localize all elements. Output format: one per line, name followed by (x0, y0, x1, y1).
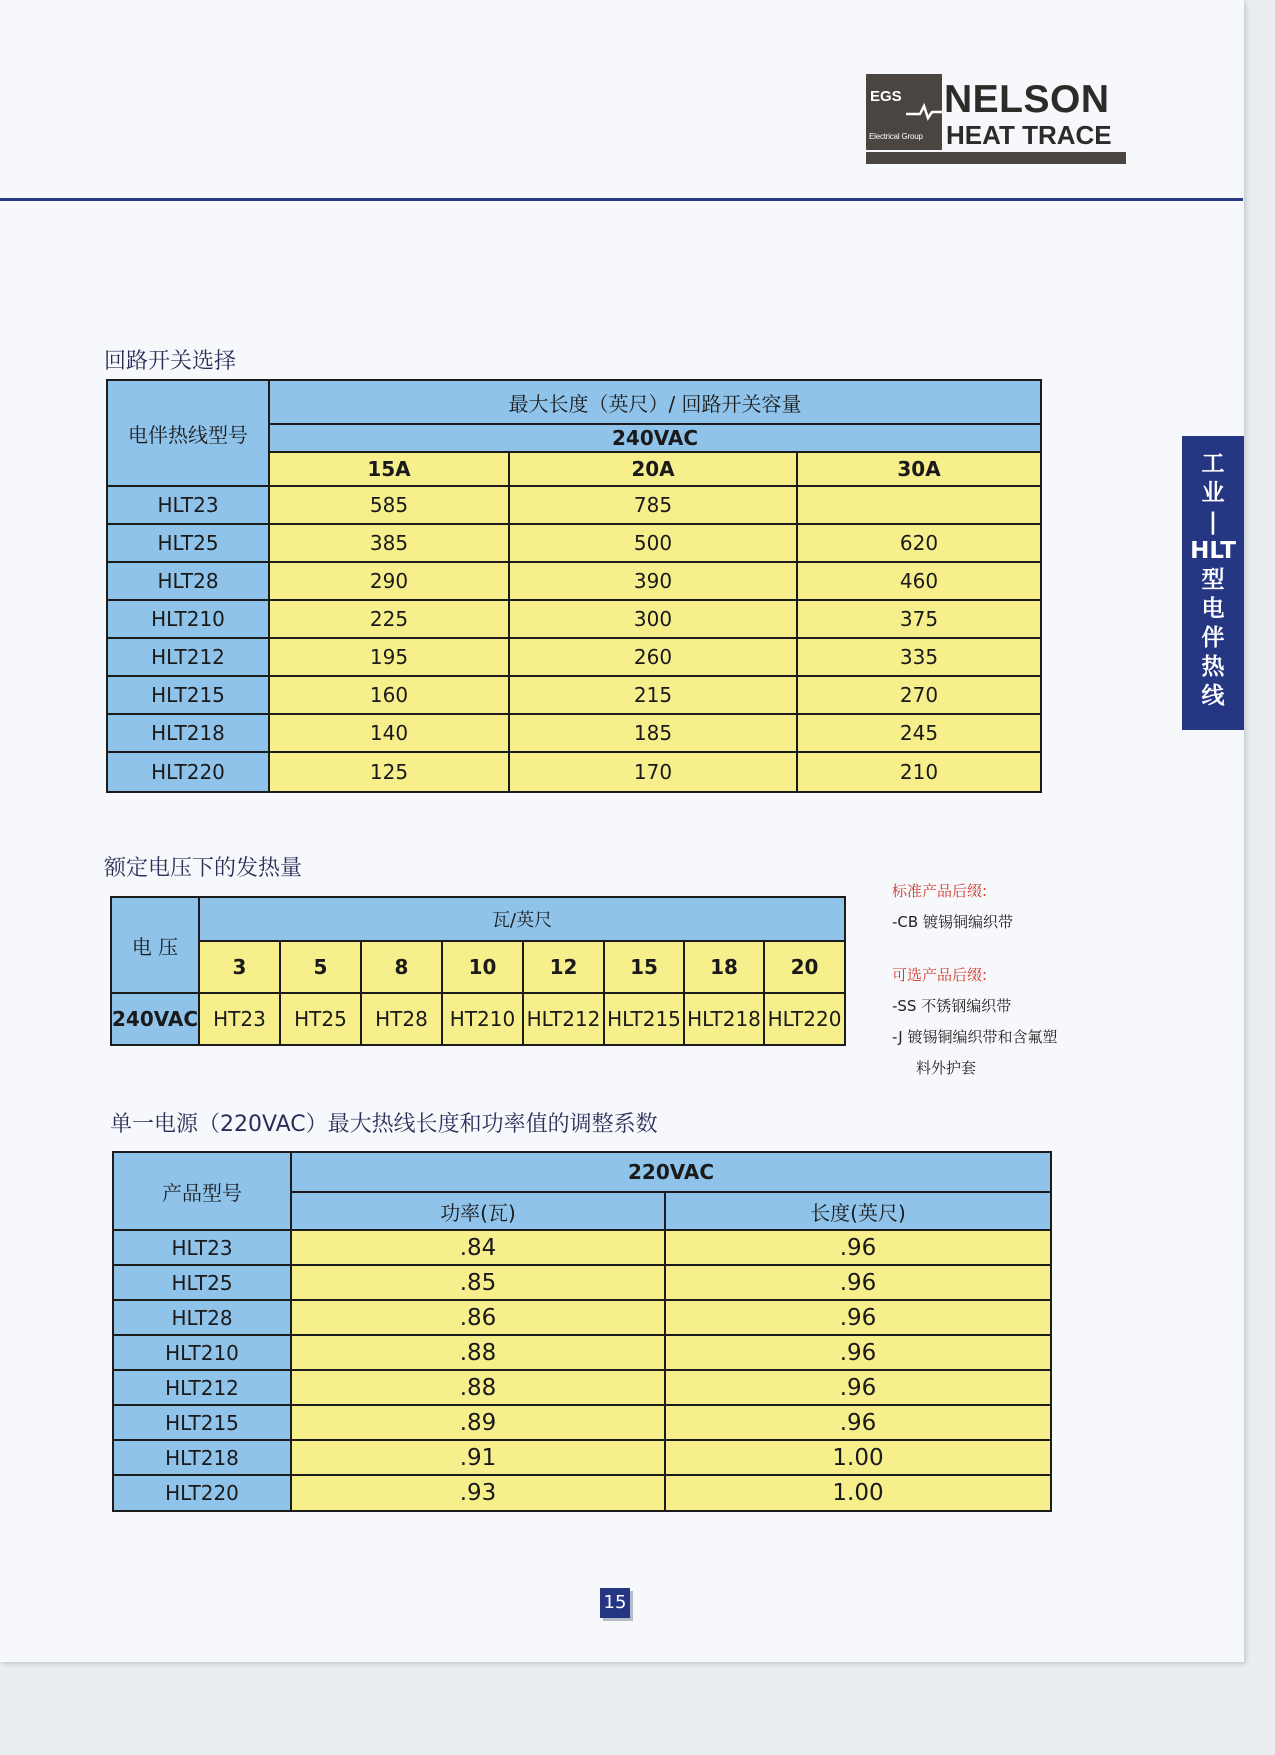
value-cell: .96 (665, 1230, 1051, 1265)
value-cell: .96 (665, 1335, 1051, 1370)
logo-name-line2: HEAT TRACE (946, 120, 1112, 150)
table-row (107, 676, 1041, 714)
side-tab-char: HLT (1190, 538, 1236, 564)
table-row (111, 993, 845, 1045)
value-cell: 260 (509, 638, 797, 676)
table-row (113, 1440, 1051, 1475)
value-cell: 335 (797, 638, 1041, 676)
column-header-cell: 5 (280, 941, 361, 993)
column-header-cell: 8 (361, 941, 442, 993)
value-cell: 195 (269, 638, 509, 676)
table-row (113, 1335, 1051, 1370)
model-cell: HLT23 (107, 486, 269, 524)
table-row (107, 524, 1041, 562)
optional-suffix-item: -SS 不锈钢编织带 (892, 997, 1012, 1015)
value-cell: .88 (291, 1370, 665, 1405)
value-cell: 585 (269, 486, 509, 524)
table-row (107, 638, 1041, 676)
value-cell: HT210 (442, 993, 523, 1045)
page-number: 15 (600, 1588, 630, 1618)
value-cell: .91 (291, 1440, 665, 1475)
row-label-cell: 240VAC (111, 993, 199, 1045)
section2-title: 额定电压下的发热量 (104, 856, 303, 881)
group-header-cell: 最大长度（英尺）/ 回路开关容量 (269, 380, 1041, 424)
table-row (107, 714, 1041, 752)
value-cell: 215 (509, 676, 797, 714)
adjustment-factor-table (112, 1151, 1052, 1512)
standard-suffix-item: -CB 镀锡铜编织带 (892, 913, 1013, 931)
value-cell: 375 (797, 600, 1041, 638)
value-cell: 245 (797, 714, 1041, 752)
value-cell: 1.00 (665, 1475, 1051, 1511)
value-cell: 500 (509, 524, 797, 562)
value-cell: 300 (509, 600, 797, 638)
value-cell: .96 (665, 1370, 1051, 1405)
table-row (107, 562, 1041, 600)
column-header-cell: 功率(瓦) (291, 1192, 665, 1230)
side-tab-char: 业 (1201, 480, 1225, 506)
value-cell: 390 (509, 562, 797, 600)
model-cell: HLT28 (107, 562, 269, 600)
lightning-icon (906, 102, 942, 122)
table-row (113, 1230, 1051, 1265)
row-header-cell: 产品型号 (113, 1152, 291, 1230)
nelson-logo (866, 74, 1128, 166)
column-header-cell: 30A (797, 452, 1041, 486)
column-header-cell: 12 (523, 941, 604, 993)
optional-suffix-item: -J 镀锡铜编织带和含氟塑 (892, 1028, 1058, 1046)
value-cell: 210 (797, 752, 1041, 792)
section3-title: 单一电源（220VAC）最大热线长度和功率值的调整系数 (110, 1112, 658, 1137)
table-row (113, 1370, 1051, 1405)
optional-suffix-title: 可选产品后缀: (892, 966, 988, 984)
model-cell: HLT218 (113, 1440, 291, 1475)
side-tab-char: | (1208, 509, 1218, 535)
model-cell: HLT212 (113, 1370, 291, 1405)
value-cell: .89 (291, 1405, 665, 1440)
value-cell: HLT212 (523, 993, 604, 1045)
value-cell: .88 (291, 1335, 665, 1370)
voltage-header-cell: 240VAC (269, 424, 1041, 452)
model-cell: HLT25 (113, 1265, 291, 1300)
value-cell: HT28 (361, 993, 442, 1045)
column-header-cell: 3 (199, 941, 280, 993)
model-cell: HLT215 (113, 1405, 291, 1440)
table-row (113, 1475, 1051, 1511)
value-cell: 160 (269, 676, 509, 714)
value-cell: 170 (509, 752, 797, 792)
column-header-cell: 20A (509, 452, 797, 486)
value-cell: 620 (797, 524, 1041, 562)
column-header-cell: 10 (442, 941, 523, 993)
value-cell: HLT218 (684, 993, 764, 1045)
side-tab-char: 伴 (1201, 625, 1225, 651)
value-cell (797, 486, 1041, 524)
value-cell: 785 (509, 486, 797, 524)
logo-abbr: EGS (870, 88, 902, 105)
value-cell: .86 (291, 1300, 665, 1335)
optional-suffix-item: 料外护套 (916, 1059, 977, 1077)
table-row (113, 1300, 1051, 1335)
value-cell: .93 (291, 1475, 665, 1511)
logo-name-line1: NELSON (944, 78, 1110, 121)
value-cell: 125 (269, 752, 509, 792)
side-tab-char: 型 (1201, 567, 1225, 593)
model-cell: HLT218 (107, 714, 269, 752)
column-header-cell: 18 (684, 941, 764, 993)
circuit-breaker-table (106, 379, 1042, 793)
table-row (107, 486, 1041, 524)
side-tab-char: 工 (1201, 451, 1225, 477)
table-row (107, 752, 1041, 792)
column-header-cell: 20 (764, 941, 845, 993)
side-tab-char: 电 (1201, 596, 1225, 622)
value-cell: HLT215 (604, 993, 684, 1045)
model-cell: HLT23 (113, 1230, 291, 1265)
group-header-cell: 瓦/英尺 (199, 897, 845, 941)
side-tab-char: 热 (1201, 654, 1225, 680)
header-rule (0, 198, 1243, 201)
logo-group: Electrical Group (869, 132, 923, 141)
section1-title: 回路开关选择 (104, 349, 237, 374)
logo-bar (866, 152, 1126, 164)
value-cell: 270 (797, 676, 1041, 714)
value-cell: .96 (665, 1300, 1051, 1335)
value-cell: 460 (797, 562, 1041, 600)
table-row (107, 600, 1041, 638)
model-cell: HLT215 (107, 676, 269, 714)
model-cell: HLT210 (107, 600, 269, 638)
column-header-cell: 长度(英尺) (665, 1192, 1051, 1230)
model-cell: HLT210 (113, 1335, 291, 1370)
value-cell: 225 (269, 600, 509, 638)
side-tab (1182, 436, 1244, 730)
value-cell: HLT220 (764, 993, 845, 1045)
value-cell: 385 (269, 524, 509, 562)
model-cell: HLT25 (107, 524, 269, 562)
value-cell: 140 (269, 714, 509, 752)
table-row (113, 1265, 1051, 1300)
column-header-cell: 15 (604, 941, 684, 993)
model-cell: HLT220 (107, 752, 269, 792)
heat-output-table (110, 896, 846, 1046)
value-cell: HT25 (280, 993, 361, 1045)
model-cell: HLT28 (113, 1300, 291, 1335)
egs-logo-box (866, 74, 942, 150)
value-cell: 1.00 (665, 1440, 1051, 1475)
value-cell: .96 (665, 1265, 1051, 1300)
row-header-cell: 电 压 (111, 897, 199, 993)
value-cell: .84 (291, 1230, 665, 1265)
model-cell: HLT220 (113, 1475, 291, 1511)
value-cell: .96 (665, 1405, 1051, 1440)
table-row (113, 1405, 1051, 1440)
side-tab-char: 线 (1201, 683, 1225, 709)
value-cell: 185 (509, 714, 797, 752)
standard-suffix-title: 标准产品后缀: (892, 882, 988, 900)
value-cell: HT23 (199, 993, 280, 1045)
row-header-cell: 电伴热线型号 (107, 380, 269, 486)
column-header-cell: 15A (269, 452, 509, 486)
suffix-notes (892, 880, 1192, 1088)
model-cell: HLT212 (107, 638, 269, 676)
value-cell: 290 (269, 562, 509, 600)
value-cell: .85 (291, 1265, 665, 1300)
voltage-header-cell: 220VAC (291, 1152, 1051, 1192)
